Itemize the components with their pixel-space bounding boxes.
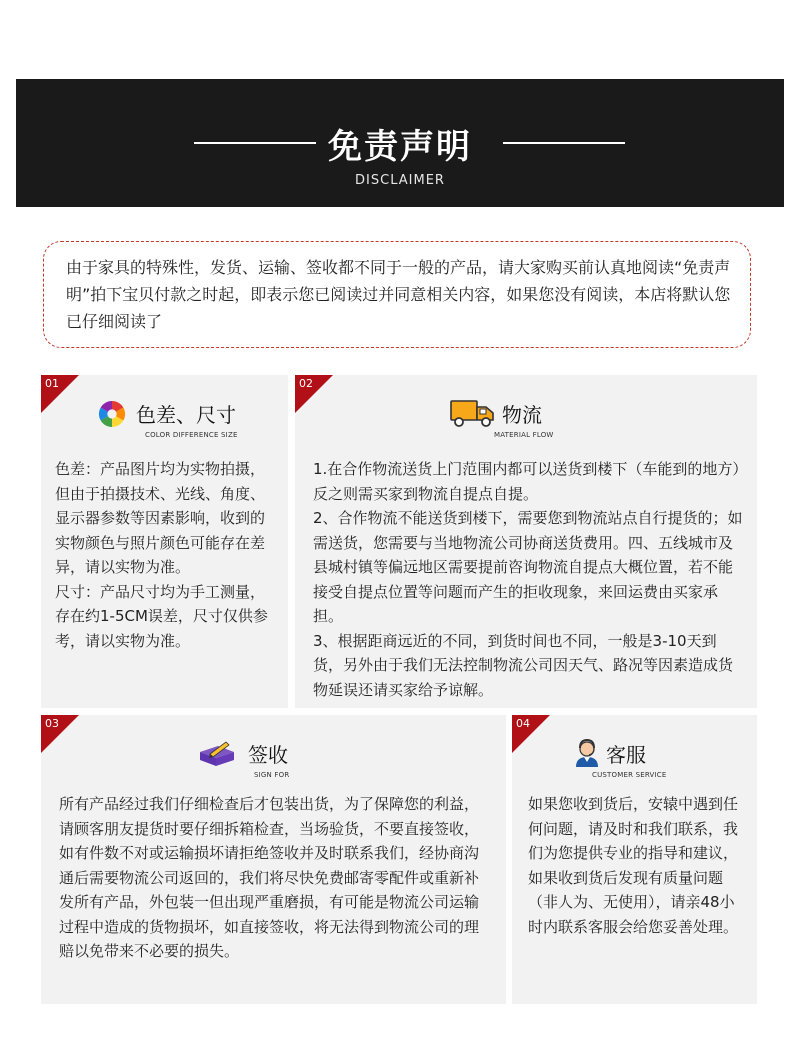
section-title: 客服 bbox=[606, 743, 646, 767]
section-number: 04 bbox=[516, 717, 530, 730]
section-card-logistics bbox=[295, 375, 757, 708]
section-subtitle: SIGN FOR bbox=[254, 771, 290, 779]
section-card-customer-service bbox=[512, 715, 757, 1004]
title-right-rule bbox=[503, 142, 625, 144]
section-title: 物流 bbox=[502, 403, 542, 427]
page-subtitle: DISCLAIMER bbox=[355, 173, 445, 188]
section-body bbox=[313, 457, 745, 702]
section-subtitle: CUSTOMER SERVICE bbox=[592, 771, 667, 779]
section-header bbox=[512, 733, 757, 783]
notice-box bbox=[43, 241, 751, 348]
section-paragraph: 1.在合作物流送货上门范围内都可以送货到楼下（车能到的地方）反之则需买家到物流自提点自提。 bbox=[313, 460, 740, 503]
customer-service-icon bbox=[572, 738, 602, 772]
section-header bbox=[295, 393, 757, 443]
section-body bbox=[55, 457, 277, 653]
section-card-color-size bbox=[41, 375, 288, 708]
section-header bbox=[41, 733, 506, 783]
section-subtitle: MATERIAL FLOW bbox=[494, 431, 554, 439]
section-paragraph: 2、合作物流不能送货到楼下，需要您到物流站点自行提货的；如需送货，您需要与当地物流公司协商送货费用。四、五线城市及县城村镇等偏远地区需要提前咨询物流自提点大概位置，若不能接受自提点位置等问题而产生的拒收现象，来回运费由买家承担。 bbox=[313, 509, 743, 625]
truck-icon bbox=[450, 398, 496, 432]
section-title: 签收 bbox=[248, 743, 288, 767]
color-wheel-icon bbox=[97, 399, 127, 433]
section-body bbox=[59, 792, 491, 964]
page-title: 免责声明 bbox=[328, 127, 472, 167]
section-paragraph: 所有产品经过我们仔细检查后才包装出货，为了保障您的利益，请顾客朋友提货时要仔细拆箱检查，当场验货，不要直接签收，如有件数不对或运输损坏请拒绝签收并及时联系我们，经协商沟通后需要物流公司返回的，我们将尽快免费邮寄零配件或重新补发所有产品，外包装一但出现严重磨损，有可能是物流公司运输过程中造成的货物损坏，如直接签收，将无法得到物流公司的理赔以免带来不必要的损失。 bbox=[59, 795, 480, 960]
section-body bbox=[528, 792, 744, 939]
section-header bbox=[41, 393, 288, 443]
section-title: 色差、尺寸 bbox=[136, 403, 236, 427]
section-paragraph: 色差：产品图片均为实物拍摄，但由于拍摄技术、光线、角度、显示器参数等因素影响，收到的实物颜色与照片颜色可能存在差异，请以实物为准。 bbox=[55, 460, 266, 576]
section-paragraph: 如果您收到货后，安辕中遇到任何问题，请及时和我们联系，我们为您提供专业的指导和建议，如果收到货后发现有质量问题（非人为、无使用），请亲48小时内联系客服会给您妥善处理。 bbox=[528, 795, 739, 936]
section-number: 03 bbox=[45, 717, 59, 730]
disclaimer-banner bbox=[16, 79, 784, 207]
section-subtitle: COLOR DIFFERENCE SIZE bbox=[145, 431, 238, 439]
section-paragraph: 尺寸：产品尺寸均为手工测量，存在约1-5CM误差，尺寸仅供参考，请以实物为准。 bbox=[55, 582, 268, 650]
section-number: 02 bbox=[299, 377, 313, 390]
section-number: 01 bbox=[45, 377, 59, 390]
sign-icon bbox=[196, 740, 238, 774]
section-paragraph: 3、根据距商远近的不同，到货时间也不同，一般是3-10天到货，另外由于我们无法控制物流公司因天气、路况等因素造成货物延误还请买家给予谅解。 bbox=[313, 631, 734, 699]
notice-text: 由于家具的特殊性，发货、运输、签收都不同于一般的产品，请大家购买前认真地阅读“免责声明”拍下宝贝付款之时起，即表示您已阅读过并同意相关内容，如果您没有阅读，本店将默认您已仔细阅读了 bbox=[66, 258, 731, 331]
section-card-sign-for bbox=[41, 715, 506, 1004]
